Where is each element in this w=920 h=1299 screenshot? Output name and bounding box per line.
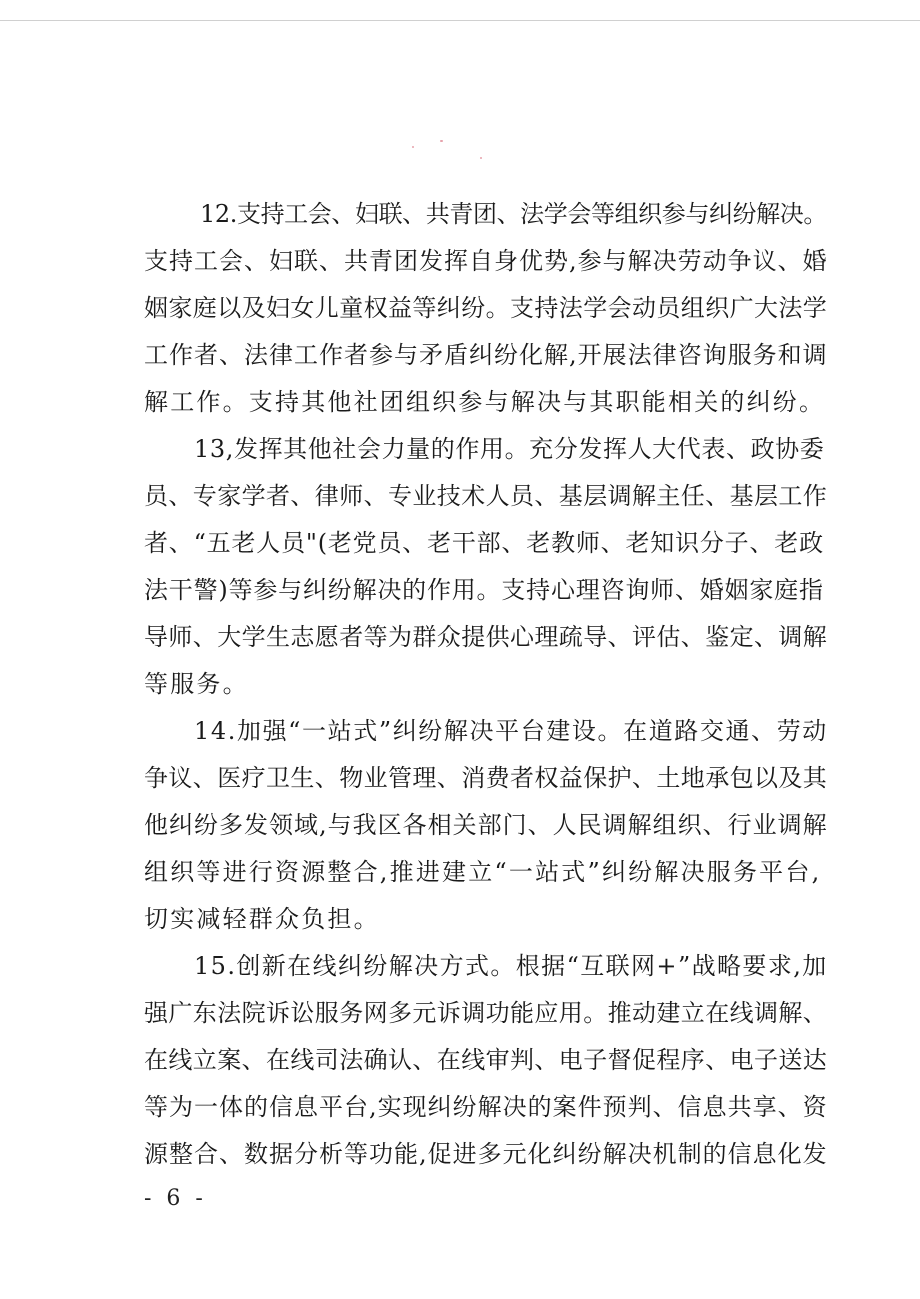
paragraph-15-line-2: 强广东法院诉讼服务网多元诉调功能应用。推动建立在线调解、 <box>144 999 828 1027</box>
ink-speck <box>412 146 414 148</box>
paragraph-15-line-5: 源整合、数据分析等功能,促进多元化纠纷解决机制的信息化发 <box>144 1140 828 1168</box>
top-border-line <box>0 20 920 21</box>
paragraph-12-line-3: 姻家庭以及妇女儿童权益等纠纷。支持法学会动员组织广大法学 <box>144 294 828 322</box>
paragraph-15-line-1: 15.创新在线纠纷解决方式。根据“互联网+”战略要求,加 <box>194 952 828 980</box>
paragraph-12-line-2: 支持工会、妇联、共青团发挥自身优势,参与解决劳动争议、婚 <box>144 247 828 275</box>
page-number: - 6 - <box>144 1186 207 1211</box>
paragraph-12-line-4: 工作者、法律工作者参与矛盾纠纷化解,开展法律咨询服务和调 <box>144 341 828 369</box>
paragraph-15-line-4: 等为一体的信息平台,实现纠纷解决的案件预判、信息共享、资 <box>144 1093 828 1121</box>
ink-speck <box>440 140 443 142</box>
paragraph-14-line-2: 争议、医疗卫生、物业管理、消费者权益保护、土地承包以及其 <box>144 764 828 792</box>
paragraph-14-line-1: 14.加强“一站式”纠纷解决平台建设。在道路交通、劳动 <box>194 717 828 745</box>
paragraph-13-line-6: 等服务。 <box>144 670 249 698</box>
paragraph-13-line-2: 员、专家学者、律师、专业技术人员、基层调解主任、基层工作 <box>144 482 828 510</box>
paragraph-13-line-5: 导师、大学生志愿者等为群众提供心理疏导、评估、鉴定、调解 <box>144 623 828 651</box>
paragraph-13-line-3: 者、“五老人员"(老党员、老干部、老教师、老知识分子、老政 <box>144 529 824 557</box>
paragraph-15-line-3: 在线立案、在线司法确认、在线审判、电子督促程序、电子送达 <box>144 1046 828 1074</box>
paragraph-12-line-1: 12.支持工会、妇联、共青团、法学会等组织参与纠纷解决。 <box>200 200 827 228</box>
paragraph-13-line-1: 13,发挥其他社会力量的作用。充分发挥人大代表、政协委 <box>194 435 825 463</box>
paragraph-14-line-5: 切实减轻群众负担。 <box>144 905 380 933</box>
paragraph-14-line-4: 组织等进行资源整合,推进建立“一站式”纠纷解决服务平台, <box>144 858 822 886</box>
ink-speck <box>480 157 482 159</box>
paragraph-14-line-3: 他纠纷多发领域,与我区各相关部门、人民调解组织、行业调解 <box>144 811 828 839</box>
paragraph-12-line-5: 解工作。支持其他社团组织参与解决与其职能相关的纠纷。 <box>144 388 826 416</box>
paragraph-13-line-4: 法干警)等参与纠纷解决的作用。支持心理咨询师、婚姻家庭指 <box>144 576 824 604</box>
